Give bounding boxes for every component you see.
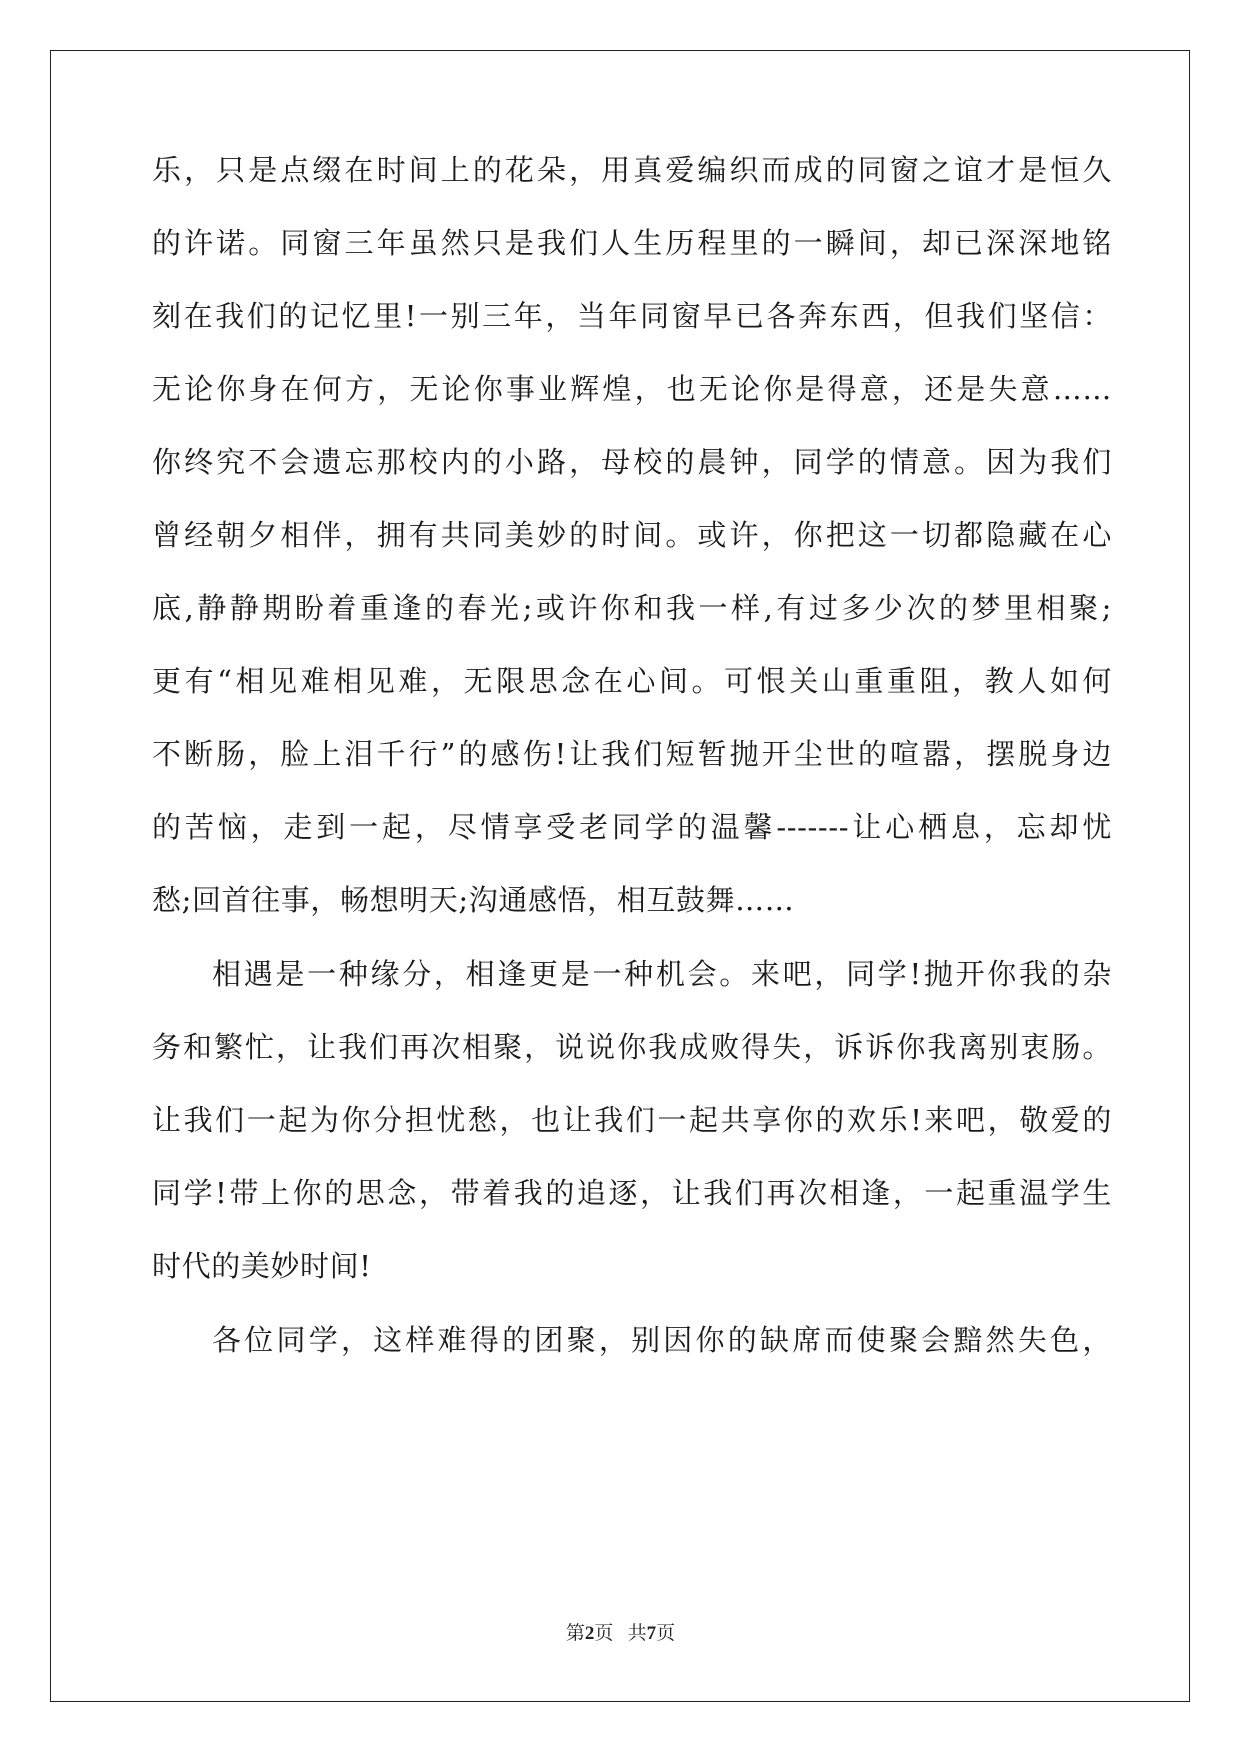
total-pages-number: 7 [646, 1623, 657, 1644]
text-line: 让我们一起为你分担忧愁，也让我们一起共享你的欢乐!来吧，敬爱的 [152, 1103, 1112, 1137]
text-line: 不断肠，脸上泪千行”的感伤!让我们短暂抛开尘世的喧嚣，摆脱身边 [152, 737, 1112, 771]
text-line: 底,静静期盼着重逢的春光;或许你和我一样,有过多少次的梦里相聚; [152, 591, 1112, 625]
footer-page-suffix: 页 [594, 1623, 614, 1644]
text-line: 你终究不会遗忘那校内的小路，母校的晨钟，同学的情意。因为我们 [152, 445, 1112, 479]
text-line: 曾经朝夕相伴，拥有共同美妙的时间。或许，你把这一切都隐藏在心 [152, 518, 1112, 552]
text-line: 更有“相见难相见难，无限思念在心间。可恨关山重重阻，教人如何 [152, 664, 1112, 698]
text-line: 愁;回首往事，畅想明天;沟通感悟，相互鼓舞…… [152, 883, 795, 917]
current-page-number: 2 [584, 1623, 595, 1644]
footer-prefix: 第 [565, 1623, 585, 1644]
text-line: 同学!带上你的思念，带着我的追逐，让我们再次相逢，一起重温学生 [152, 1176, 1112, 1210]
text-line: 无论你身在何方，无论你事业辉煌，也无论你是得意，还是失意…… [152, 372, 1112, 406]
text-line: 时代的美妙时间! [152, 1249, 372, 1283]
footer-total-suffix: 页 [656, 1623, 676, 1644]
paragraph-start-line: 相遇是一种缘分，相逢更是一种机会。来吧，同学!抛开你我的杂 [212, 957, 1112, 991]
text-line: 乐，只是点缀在时间上的花朵，用真爱编织而成的同窗之谊才是恒久 [152, 153, 1112, 187]
text-line: 务和繁忙，让我们再次相聚，说说你我成败得失，诉诉你我离别衷肠。 [152, 1030, 1112, 1064]
text-line: 的许诺。同窗三年虽然只是我们人生历程里的一瞬间，却已深深地铭 [152, 226, 1112, 260]
text-line: 的苦恼，走到一起，尽情享受老同学的温馨-------让心栖息，忘却忧 [152, 810, 1112, 844]
page-footer [0, 1618, 1241, 1645]
footer-total-prefix: 共 [627, 1623, 647, 1644]
text-line: 刻在我们的记忆里!一别三年，当年同窗早已各奔东西，但我们坚信： [152, 299, 1112, 333]
paragraph-start-line: 各位同学，这样难得的团聚，别因你的缺席而使聚会黯然失色， [212, 1323, 1112, 1357]
